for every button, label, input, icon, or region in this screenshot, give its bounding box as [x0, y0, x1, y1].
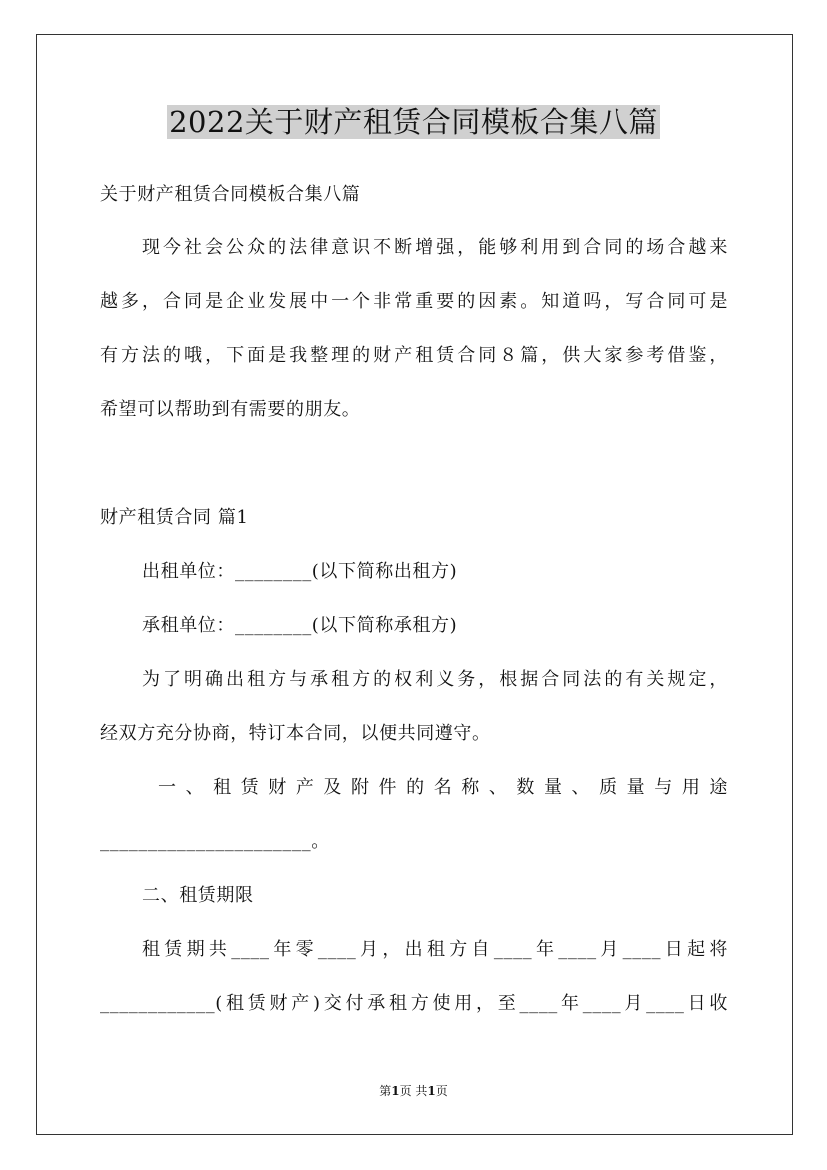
purpose-line-1: 为了明确出租方与承租方的权利义务，根据合同法的有关规定，	[142, 669, 728, 690]
clause2-line-1: 租赁期共____年零____月，出租方自____年____月____日起将	[142, 939, 728, 960]
clause1-line-1: 一、租赁财产及附件的名称、数量、质量与用途	[158, 777, 728, 798]
footer-page-number: 1	[391, 1084, 400, 1098]
footer-suffix: 页	[435, 1084, 448, 1098]
clause2-line-2: ____________(租赁财产)交付承租方使用，至____年____月____日收	[100, 993, 728, 1014]
page-footer	[0, 1083, 827, 1099]
intro-line-3: 有方法的哦，下面是我整理的财产租赁合同８篇，供大家参考借鉴，	[100, 345, 728, 366]
footer-mid: 页 共	[399, 1084, 428, 1098]
intro-line-1: 现今社会公众的法律意识不断增强，能够利用到合同的场合越来	[142, 237, 728, 258]
clause1-line-2: ______________________。	[100, 831, 330, 852]
lessee-line: 承租单位：________(以下简称承租方)	[142, 615, 458, 636]
intro-line-4: 希望可以帮助到有需要的朋友。	[100, 399, 361, 420]
section-heading: 财产租赁合同 篇1	[100, 507, 249, 528]
intro-line-2: 越多，合同是企业发展中一个非常重要的因素。知道吗，写合同可是	[100, 291, 728, 312]
document-title	[0, 102, 827, 142]
purpose-line-2: 经双方充分协商，特订本合同，以便共同遵守。	[100, 723, 491, 744]
document-title-text: 2022关于财产租赁合同模板合集八篇	[169, 105, 658, 139]
document-subtitle: 关于财产租赁合同模板合集八篇	[100, 184, 361, 205]
footer-total-pages: 1	[427, 1084, 436, 1098]
clause2-heading: 二、租赁期限	[142, 885, 254, 906]
lessor-line: 出租单位：________(以下简称出租方)	[142, 561, 458, 582]
footer-prefix: 第	[379, 1084, 392, 1098]
